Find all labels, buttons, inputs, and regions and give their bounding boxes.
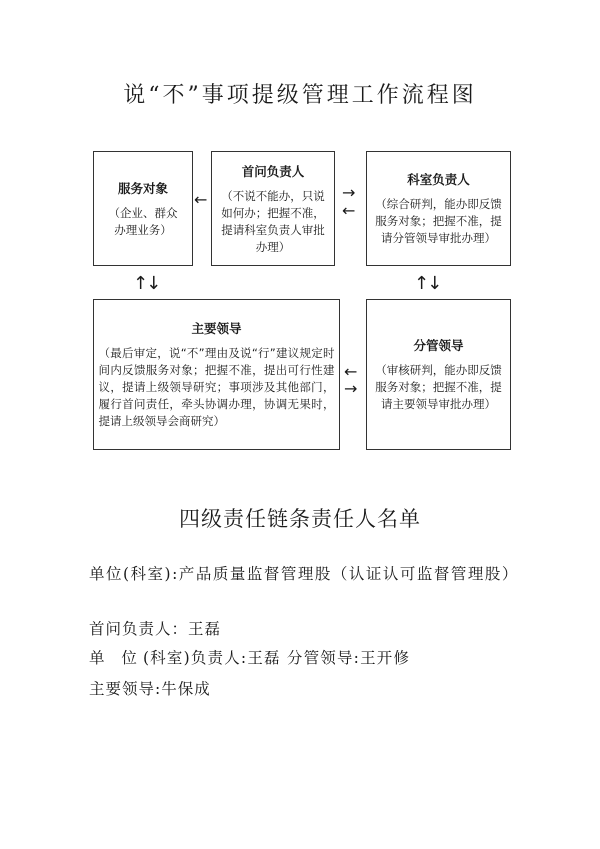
first-responsible-node: [211, 151, 335, 266]
deputy-leader-node: [366, 299, 511, 450]
node-title: 首问负责人: [241, 163, 305, 179]
section-head-node: [366, 151, 511, 266]
main-leader-node: [93, 299, 340, 450]
node-desc: （最后审定，说“不”理由及说“行”建议规定时间内反馈服务对象；把握不准，提出可行性建议，提请上级领导研究；事项涉及其他部门，履行首问责任，牵头协调办理，协调无果时，提请上级领导会商研究）: [98, 346, 335, 428]
node-desc: （审核研判，能办即反馈服务对象；把握不准，提请主要领导审批办理）: [375, 363, 502, 411]
section-responsible-line: [89, 646, 410, 670]
section-rest: (科室)负责人:王磊 分管领导:王开修: [142, 649, 411, 667]
flowchart-title: 说“不”事项提级管理工作流程图: [123, 83, 477, 108]
section-prefix: 单 位: [89, 649, 143, 667]
main-leader-line: 主要领导:牛保成: [89, 680, 211, 698]
node-title: 服务对象: [117, 180, 168, 196]
service-object-node: [93, 151, 193, 266]
node-title: 科室负责人: [407, 172, 470, 187]
roster-title: 四级责任链条责任人名单: [179, 507, 421, 531]
node-desc: （不说不能办，只说如何办；把握不准，提请科室负责人审批办理）: [221, 188, 325, 254]
node-desc: （综合研判，能办即反馈服务对象；把握不准，提请分管领导审批办理）: [375, 197, 502, 245]
arrow-left-icon: ←: [342, 201, 356, 220]
arrow-left-icon: ←: [194, 190, 208, 209]
first-responsible-line: 首问负责人：王磊: [89, 620, 222, 638]
arrow-left-icon: ←: [344, 362, 358, 381]
arrow-up-down-icon: ↑↓: [133, 273, 160, 294]
arrow-up-down-icon: ↑↓: [414, 273, 441, 294]
arrow-right-icon: →: [342, 183, 356, 202]
unit-line: 单位(科室):产品质量监督管理股（认证认可监督管理股）: [89, 565, 519, 583]
node-title: 分管领导: [413, 338, 464, 353]
arrow-right-icon: →: [344, 379, 358, 398]
node-desc: （企业、群众办理业务）: [108, 205, 178, 237]
node-title: 主要领导: [191, 321, 242, 336]
